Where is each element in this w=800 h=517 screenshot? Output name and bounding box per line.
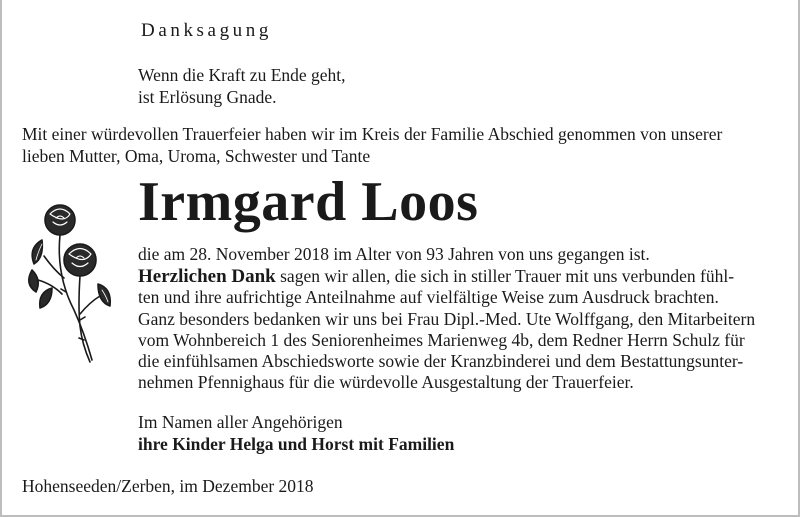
frame-left-border [0,0,2,517]
motto-verse [138,64,346,108]
death-notice: die am 28. November 2018 im Alter von 93 Jahren von uns gegangen ist. [138,244,650,264]
thanks-line-1-rest: sagen wir allen, die sich in stiller Trauer mit uns verbunden fühl- [275,266,735,286]
thanks-line-3: Ganz besonders bedanken wir uns bei Frau Dipl.-Med. Ute Wolffgang, den Mitarbeitern [138,308,756,329]
roses-icon [22,200,118,370]
signers-line-2: ihre Kinder Helga und Horst mit Familien [138,434,455,454]
intro-line-2: lieben Mutter, Oma, Uroma, Schwester und Tante [22,146,371,166]
thanks-line-5: die einfühlsamen Abschiedsworte sowie der Kranzbinderei und dem Bestattungsunter- [138,351,744,372]
thanks-line-1 [138,266,782,287]
motto-line-1: Wenn die Kraft zu Ende geht, [138,65,346,85]
place-date: Hohenseeden/Zerben, im Dezember 2018 [22,476,314,496]
intro-line-1: Mit einer würdevollen Trauerfeier haben wir im Kreis der Familie Abschied genommen von unserer [22,124,723,144]
thanks-line-2: ten und ihre aufrichtige Anteilnahme auf vielfältige Weise zum Ausdruck brachten. [138,287,719,308]
intro-text [22,123,782,167]
thanks-line-6: nehmen Pfennighaus für die würdevolle Ausgestaltung der Trauerfeier. [138,372,634,393]
thanks-lead: Herzlichen Dank [138,266,276,287]
signers-block [138,411,454,455]
signers-line-1: Im Namen aller Angehörigen [138,412,343,432]
motto-line-2: ist Erlösung Gnade. [138,87,277,107]
deceased-name: Irmgard Loos [138,171,479,233]
thanks-line-4: vom Wohnbereich 1 des Seniorenheimes Marienweg 4b, dem Redner Herrn Schulz für [138,329,745,350]
thanks-paragraph [138,266,782,394]
notice-heading: Danksagung [141,20,272,41]
